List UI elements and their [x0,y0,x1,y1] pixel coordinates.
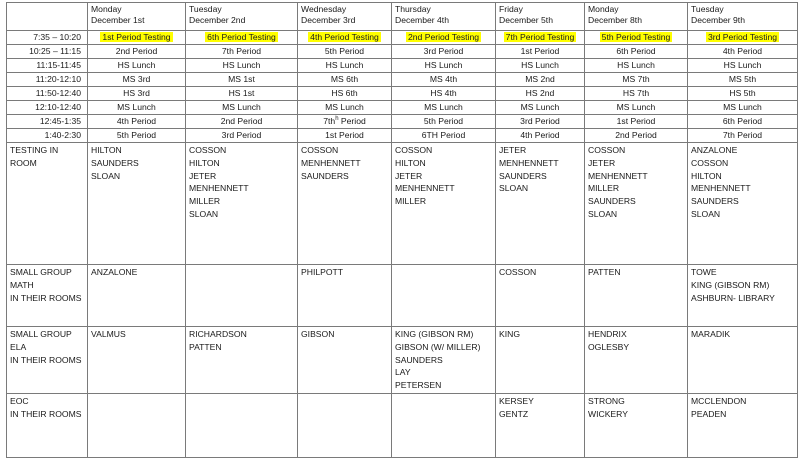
teacher-cell [186,393,298,457]
schedule-row [7,31,798,45]
testing-highlight: 3rd Period Testing [707,32,778,42]
time-slot: 11:50-12:40 [7,87,88,101]
schedule-cell: MS 6th [298,73,392,87]
schedule-cell [186,31,298,45]
day-date: December 1st [91,15,145,25]
teacher-name: PETERSEN [395,380,442,391]
teacher-cell [496,265,585,327]
day-name: Friday [499,4,523,14]
day-name: Monday [91,4,122,14]
schedule-cell: 1st Period [496,45,585,59]
teacher-name: KING [499,329,521,339]
teacher-name: SLOAN [189,208,219,219]
schedule-cell: HS Lunch [585,59,688,73]
day-header [688,3,798,31]
schedule-cell: 3rd Period [496,115,585,129]
teacher-name: VALMUS [91,329,126,339]
schedule-row [7,129,798,143]
schedule-cell: 4th Period [496,129,585,143]
schedule-cell: HS 3rd [88,87,186,101]
schedule-cell: HS 1st [186,87,298,101]
group-label-line: EOC [10,395,29,406]
schedule-cell: 7th Period [186,45,298,59]
testing-highlight: 6th Period Testing [207,32,276,42]
teacher-name: KERSEY [499,395,534,406]
schedule-row [7,87,798,101]
schedule-cell: MS 4th [392,73,496,87]
schedule-cell: 7th Period [688,129,798,143]
time-slot: 12:45-1:35 [7,115,88,129]
teacher-name: MENHENNETT [189,183,249,194]
teacher-name: GENTZ [499,408,529,419]
schedule-cell: 4th Period [88,115,186,129]
group-row [7,327,798,394]
header-row [7,3,798,31]
schedule-cell [496,31,585,45]
schedule-cell [585,31,688,45]
teacher-cell [298,327,392,394]
teacher-name: STRONG [588,395,625,406]
schedule-cell [88,31,186,45]
teacher-name: MILLER [395,196,427,207]
schedule-cell [298,115,392,129]
schedule-table [6,2,798,458]
group-row [7,393,798,457]
teacher-name: MCCLENDON [691,395,747,406]
schedule-cell: 6th Period [585,45,688,59]
time-slot: 7:35 – 10:20 [7,31,88,45]
schedule-cell: MS 5th [688,73,798,87]
teacher-name: SAUNDERS [691,196,739,207]
teacher-cell [585,393,688,457]
testing-highlight: 7th Period Testing [505,32,575,42]
teacher-name: KING (GIBSON RM) [691,279,770,290]
testing-highlight: 1st Period Testing [102,32,171,42]
schedule-cell: 3rd Period [186,129,298,143]
schedule-cell [298,31,392,45]
teacher-cell [298,393,392,457]
teacher-name: MENHENNETT [301,157,361,168]
schedule-cell: MS Lunch [298,101,392,115]
teacher-name: HILTON [395,157,426,168]
day-header [585,3,688,31]
day-header [186,3,298,31]
teacher-name: ANZALONE [691,145,738,155]
schedule-cell: HS 5th [688,87,798,101]
teacher-name: SAUNDERS [395,354,443,365]
group-label-line: ELA [10,341,27,352]
testing-highlight: 4th Period Testing [310,32,379,42]
schedule-cell: 5th Period [392,115,496,129]
time-slot: 1:40-2:30 [7,129,88,143]
day-header [496,3,585,31]
schedule-cell: 6TH Period [392,129,496,143]
teacher-cell [392,143,496,265]
schedule-cell: MS 1st [186,73,298,87]
teacher-name: COSSON [189,145,227,155]
teacher-name: MENHENNETT [395,183,455,194]
group-row [7,265,798,327]
schedule-row [7,59,798,73]
teacher-name: RICHARDSON [189,329,247,339]
schedule-row [7,101,798,115]
day-name: Tuesday [189,4,222,14]
teacher-cell [298,265,392,327]
schedule-cell: HS Lunch [186,59,298,73]
ordinal-superscript: h [335,116,339,123]
group-label [7,265,88,327]
teacher-name: SAUNDERS [588,196,636,207]
teacher-name: OGLESBY [588,341,630,352]
teacher-name: COSSON [301,145,339,155]
group-label-line: ROOM [10,157,37,168]
schedule-cell: 2nd Period [186,115,298,129]
schedule-cell: 3rd Period [392,45,496,59]
group-row [7,143,798,265]
schedule-cell: HS Lunch [88,59,186,73]
teacher-name: HENDRIX [588,329,627,339]
teacher-name: SAUNDERS [91,157,139,168]
schedule-cell: MS Lunch [392,101,496,115]
teacher-cell [298,143,392,265]
teacher-cell [186,265,298,327]
schedule-cell: 1st Period [585,115,688,129]
schedule-cell: MS Lunch [688,101,798,115]
schedule-cell: MS 7th [585,73,688,87]
teacher-name: HILTON [189,157,220,168]
teacher-cell [88,265,186,327]
teacher-cell [688,143,798,265]
teacher-name: COSSON [499,267,537,277]
schedule-cell: HS Lunch [688,59,798,73]
teacher-name: JETER [395,170,423,181]
teacher-name: PHILPOTT [301,267,344,277]
teacher-name: JETER [189,170,217,181]
day-date: December 9th [691,15,745,25]
teacher-name: MENHENNETT [691,183,751,194]
teacher-name: SLOAN [91,170,121,181]
group-label-line: IN THEIR ROOMS [10,292,82,303]
day-date: December 3rd [301,15,356,25]
teacher-cell [392,327,496,394]
teacher-name: WICKERY [588,408,628,419]
schedule-cell: 5th Period [298,45,392,59]
teacher-name: PATTEN [588,267,621,277]
teacher-cell [88,393,186,457]
teacher-name: TOWE [691,267,717,277]
schedule-cell [688,31,798,45]
schedule-cell: 4th Period [688,45,798,59]
group-label [7,327,88,394]
schedule-cell: HS 2nd [496,87,585,101]
teacher-name: KING (GIBSON RM) [395,329,474,339]
teacher-name: MENHENNETT [499,157,559,168]
schedule-cell: HS 6th [298,87,392,101]
time-slot: 11:15-11:45 [7,59,88,73]
schedule-cell: HS Lunch [496,59,585,73]
teacher-cell [392,393,496,457]
group-label-line: IN THEIR ROOMS [10,354,82,365]
teacher-name: SLOAN [499,183,529,194]
schedule-cell: HS Lunch [392,59,496,73]
teacher-name: GIBSON (W/ MILLER) [395,341,481,352]
teacher-name: MENHENNETT [588,170,648,181]
group-label-line: IN THEIR ROOMS [10,408,82,419]
schedule-cell [392,31,496,45]
testing-highlight: 5th Period Testing [601,32,671,42]
schedule-cell: MS Lunch [496,101,585,115]
teacher-name: JETER [499,145,527,155]
teacher-name: PEADEN [691,408,727,419]
teacher-cell [392,265,496,327]
teacher-name: MILLER [588,183,620,194]
day-header [392,3,496,31]
teacher-cell [186,327,298,394]
teacher-cell [186,143,298,265]
group-label-line: SMALL GROUP [10,267,72,277]
day-name: Tuesday [691,4,724,14]
day-header [298,3,392,31]
group-label [7,393,88,457]
schedule-cell: HS Lunch [298,59,392,73]
teacher-name: HILTON [91,145,122,155]
teacher-name: SAUNDERS [499,170,547,181]
schedule-cell: MS Lunch [585,101,688,115]
schedule-cell: MS 3rd [88,73,186,87]
teacher-name: SLOAN [691,208,721,219]
day-name: Thursday [395,4,431,14]
teacher-cell [585,265,688,327]
teacher-name: COSSON [588,145,626,155]
teacher-name: MILLER [189,196,221,207]
teacher-name: GIBSON [301,329,335,339]
schedule-row [7,73,798,87]
day-name: Monday [588,4,619,14]
teacher-name: SAUNDERS [301,170,349,181]
day-name: Wednesday [301,4,347,14]
teacher-name: HILTON [691,170,722,181]
testing-highlight: 2nd Period Testing [407,32,480,42]
teacher-name: COSSON [691,157,729,168]
teacher-name: LAY [395,367,411,378]
day-header [88,3,186,31]
teacher-cell [496,327,585,394]
teacher-cell [88,327,186,394]
day-date: December 5th [499,15,553,25]
teacher-cell [688,393,798,457]
schedule-cell: HS 4th [392,87,496,101]
teacher-cell [496,393,585,457]
teacher-name: COSSON [395,145,433,155]
day-date: December 2nd [189,15,246,25]
time-slot: 12:10-12:40 [7,101,88,115]
schedule-cell: 2nd Period [585,129,688,143]
schedule-cell: 5th Period [88,129,186,143]
day-date: December 4th [395,15,449,25]
schedule-cell: MS 2nd [496,73,585,87]
corner-cell [7,3,88,31]
time-slot: 10:25 – 11:15 [7,45,88,59]
teacher-name: SLOAN [588,208,618,219]
group-label [7,143,88,265]
group-label-line: TESTING IN [10,145,59,155]
schedule-cell: MS Lunch [88,101,186,115]
group-label-line: SMALL GROUP [10,329,72,339]
schedule-cell: 2nd Period [88,45,186,59]
teacher-cell [688,265,798,327]
teacher-name: PATTEN [189,341,222,352]
schedule-cell: MS Lunch [186,101,298,115]
teacher-cell [585,327,688,394]
period-ordinal: 7th [323,116,336,126]
schedule-cell: 6th Period [688,115,798,129]
time-slot: 11:20-12:10 [7,73,88,87]
schedule-row [7,115,798,129]
teacher-name: ANZALONE [91,267,138,277]
day-date: December 8th [588,15,642,25]
schedule-cell: 1st Period [298,129,392,143]
schedule-cell: HS 7th [585,87,688,101]
teacher-cell [688,327,798,394]
schedule-row [7,45,798,59]
teacher-name: JETER [588,157,616,168]
group-label-line: MATH [10,279,34,290]
teacher-name: ASHBURN- LIBRARY [691,292,775,303]
period-word: Period [338,116,366,126]
teacher-name: MARADIK [691,329,731,339]
teacher-cell [585,143,688,265]
teacher-cell [88,143,186,265]
teacher-cell [496,143,585,265]
